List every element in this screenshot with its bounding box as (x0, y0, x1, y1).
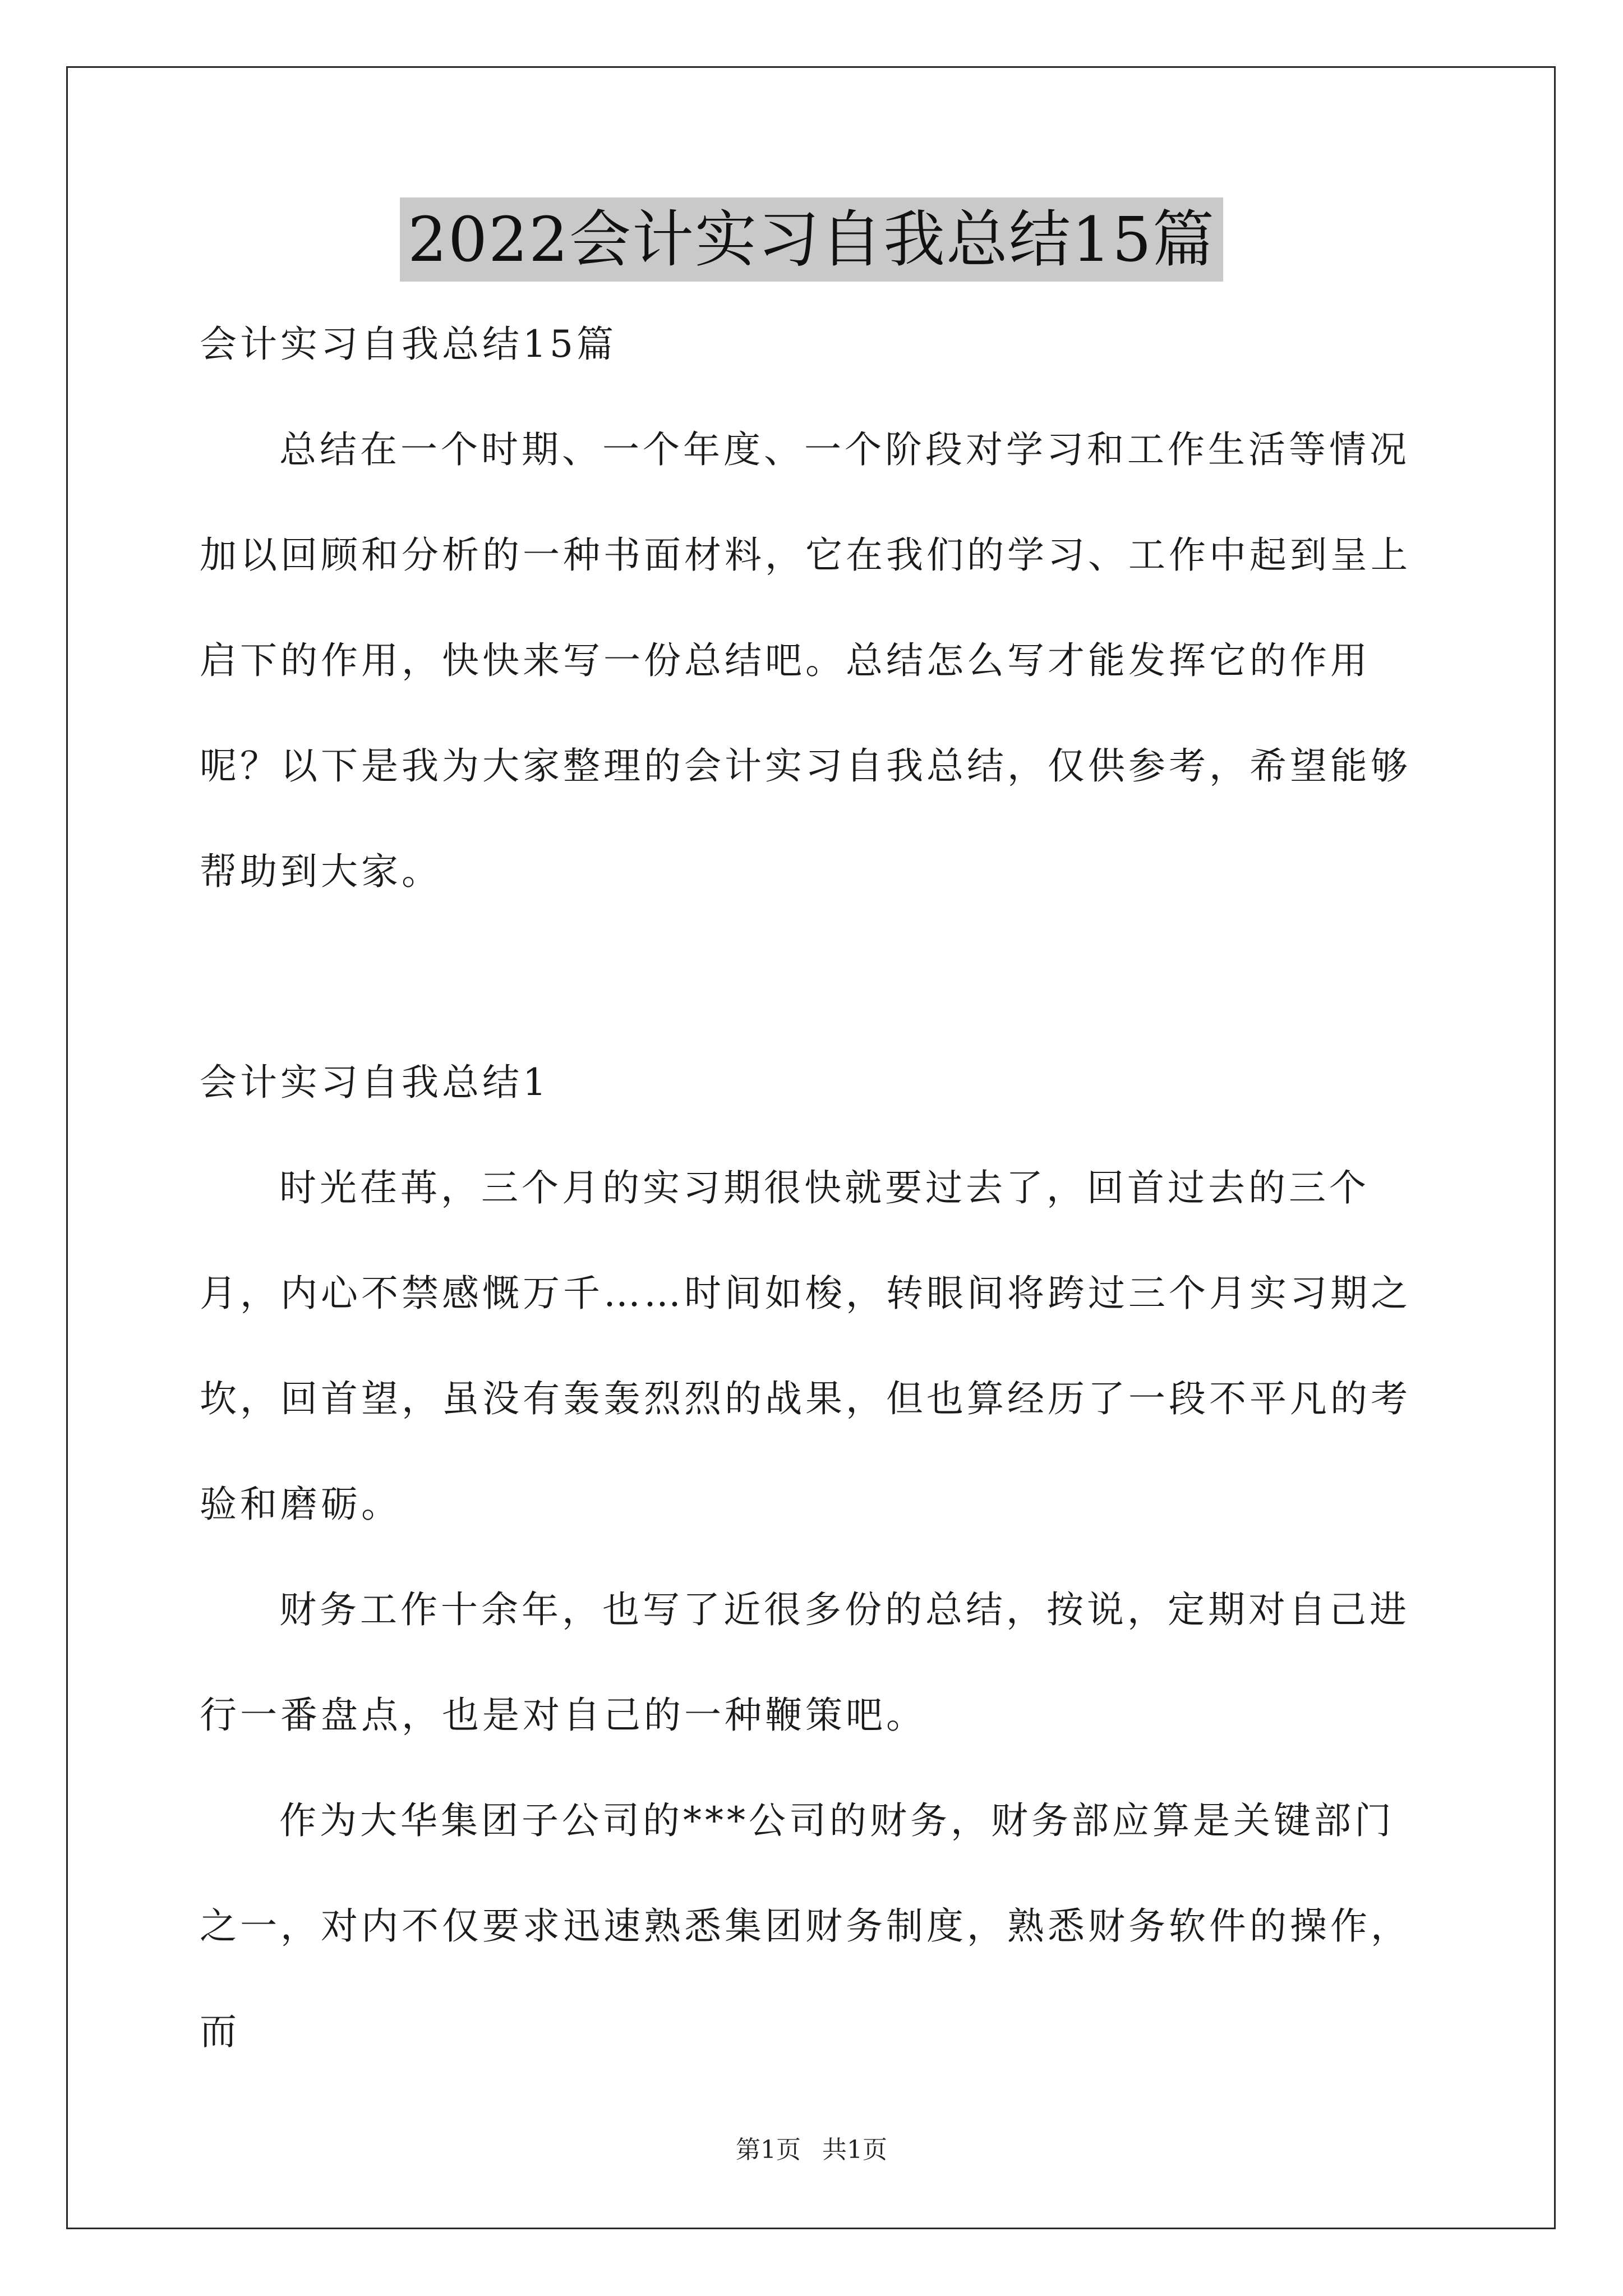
page-total: 共1页 (822, 2136, 887, 2164)
page-footer (0, 2133, 1623, 2167)
section-heading: 会计实习自我总结1 (200, 1061, 550, 1104)
paragraph: 财务工作十余年，也写了近很多份的总结，按说，定期对自己进行一番盘点，也是对自己的一种鞭策吧。 (200, 1588, 1410, 1737)
spacer (200, 924, 1433, 1030)
paragraph: 作为大华集团子公司的***公司的财务，财务部应算是关键部门之一，对内不仅要求迅速熟悉集团财务制度，熟悉财务软件的操作，而 (200, 1799, 1411, 2053)
intro-paragraph: 总结在一个时期、一个年度、一个阶段对学习和工作生活等情况加以回顾和分析的一种书面材料，它在我们的学习、工作中起到呈上启下的作用，快快来写一份总结吧。总结怎么写才能发挥它的作用呢？以下是我为大家整理的会计实习自我总结，仅供参考，希望能够帮助到大家。 (200, 428, 1411, 893)
document-body (200, 292, 1433, 2085)
paragraph: 时光荏苒，三个月的实习期很快就要过去了，回首过去的三个月，内心不禁感慨万千……时间如梭，转眼间将跨过三个月实习期之坎，回首望，虽没有轰轰烈烈的战果，但也算经历了一段不平凡的考验和磨砺。 (200, 1166, 1411, 1526)
document-title: 2022会计实习自我总结15篇 (400, 197, 1223, 282)
title-container (0, 197, 1623, 282)
page-number: 第1页 (736, 2136, 801, 2164)
subtitle: 会计实习自我总结15篇 (200, 323, 617, 366)
